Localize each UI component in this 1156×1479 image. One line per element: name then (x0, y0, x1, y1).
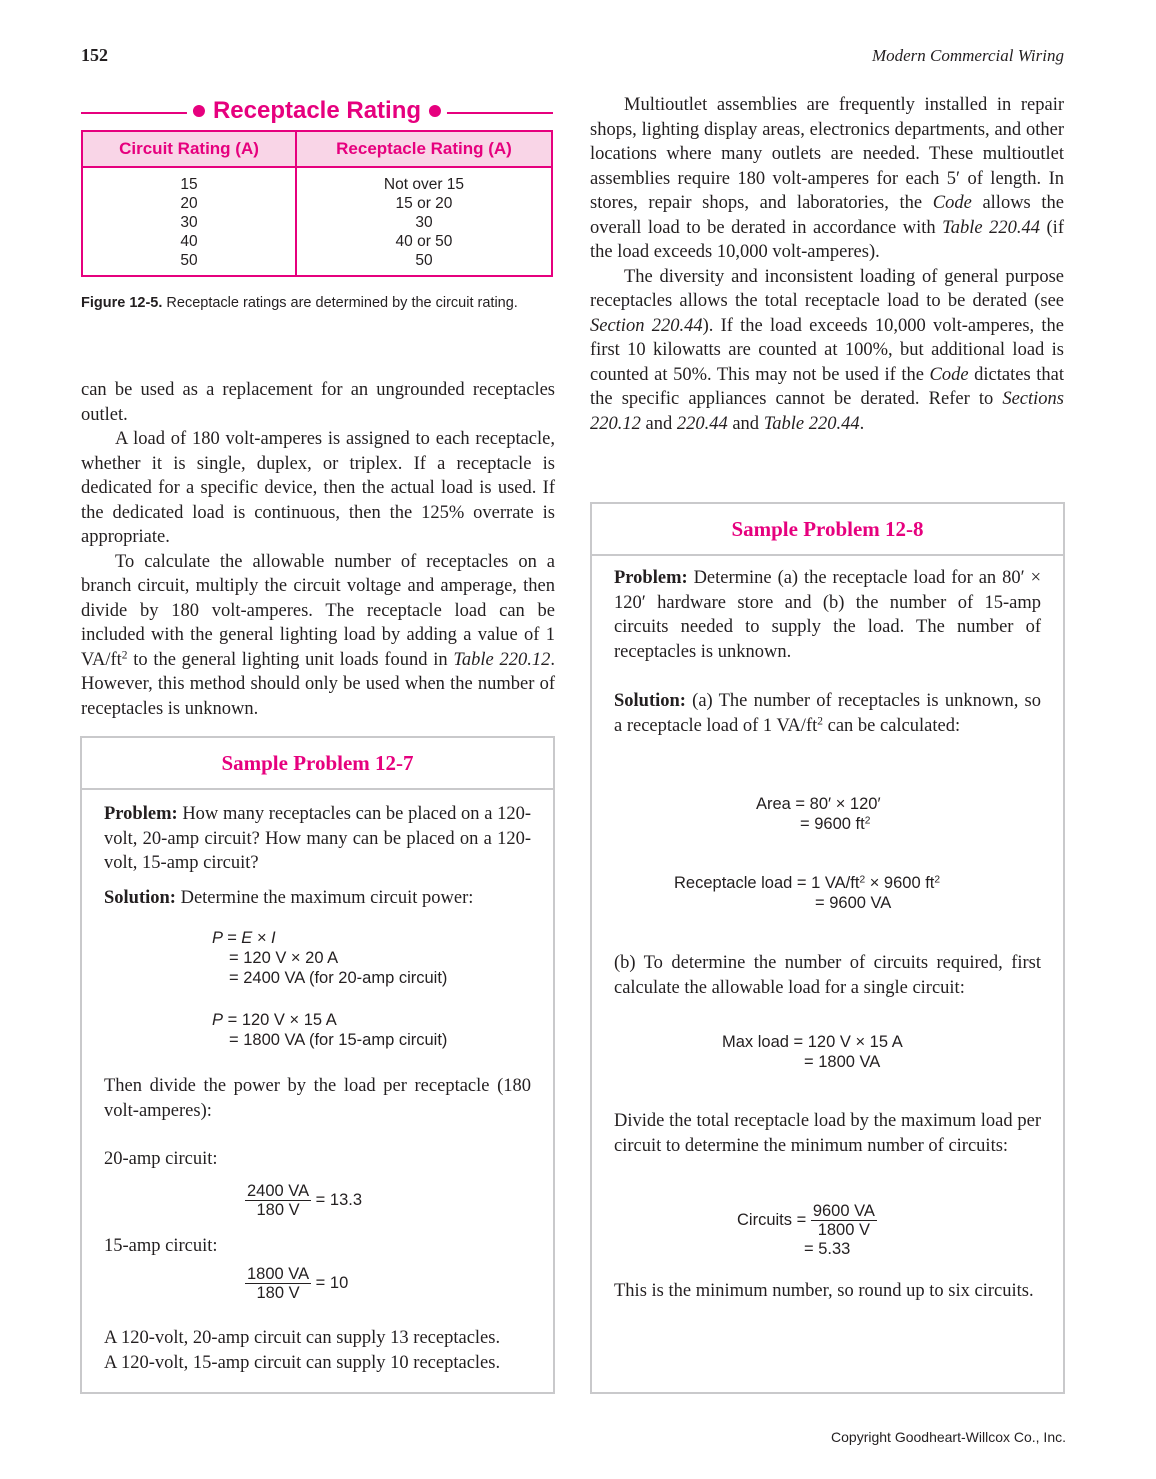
bullet-dot-icon (429, 105, 441, 117)
text-run: . (859, 413, 865, 434)
sample-problem-title: Sample Problem 12-7 (82, 738, 553, 790)
text-run: Multioutlet assemblies are frequently installed in repair shops, lighting display areas, electronics departments, and other locations where many outlets are needed. These multioutlet assemblies require 180 volt-amperes for each 5′ of length. In stores, repair shops, and laboratories, the (590, 95, 1064, 213)
equation-line: = 1800 VA (for 15-amp circuit) (229, 1031, 448, 1049)
equation-line: = 1800 VA (804, 1053, 881, 1071)
paragraph (81, 550, 555, 722)
running-title: Modern Commercial Wiring (871, 46, 1064, 65)
left-column-text (81, 378, 555, 721)
numerator: 2400 VA (247, 1182, 310, 1200)
code-reference: Code (929, 364, 969, 385)
denominator: 1800 V (817, 1221, 870, 1239)
label-20-amp: 20-amp circuit: (104, 1149, 218, 1169)
table-cell: 50 (180, 252, 198, 269)
page-number: 152 (81, 45, 108, 65)
figure-title-text: Receptacle Rating (212, 97, 422, 124)
text-run: . However, this method should only be used when the number of receptacles is unknown. (81, 649, 555, 719)
divide-instruction: Then divide the power by the load per receptacle (180 volt-amperes): (104, 1076, 531, 1121)
sample-problem-title: Sample Problem 12-8 (592, 504, 1063, 556)
solution-text: Determine the maximum circuit power: (175, 888, 474, 908)
text-run: dictates that the specific appliances cannot be derated. Refer to (590, 364, 1064, 409)
equation-receptacle-load (674, 873, 940, 913)
equation-line: = 9600 VA (815, 894, 892, 912)
code-reference: Table 220.44 (763, 413, 860, 434)
equation-text: Receptacle load = 1 VA/ft (674, 874, 860, 892)
sample-problem-12-7 (80, 736, 555, 1394)
superscript: 2 (859, 874, 866, 886)
equation-line: Max load = 120 V × 15 A (722, 1033, 903, 1051)
solution-label: Solution: (104, 888, 176, 908)
equation-max-load (722, 1032, 903, 1072)
equation-line: Area = 80′ × 120′ (756, 795, 881, 813)
numerator: 1800 VA (247, 1265, 310, 1283)
table-body (83, 168, 551, 275)
equation-circuits (737, 1202, 877, 1259)
problem-label: Problem: (104, 804, 178, 824)
column-header-receptacle: Receptacle Rating (A) (336, 139, 512, 158)
equation-text: = 120 V × 15 A (223, 1011, 337, 1029)
text-run: To calculate the allowable number of receptacles on a branch circuit, multiply the circuit voltage and amperage, then divide by 180 volt-amperes. The receptacle load can be included with the general lighting load by adding a value of 1 VA/ft (81, 551, 555, 670)
paragraph: A load of 180 volt-amperes is assigned to each receptacle, whether it is single, duplex, or triplex. If a receptacle is dedicated for a specific device, then the actual load is used. If the dedicated load is continuous, then the 125% overrate is appropriate. (81, 429, 555, 547)
conclusion-line: A 120-volt, 15-amp circuit can supply 10 receptacles. (104, 1352, 501, 1373)
sample-problem-12-8 (590, 502, 1065, 1394)
figure-caption (81, 293, 553, 313)
fraction-15-amp (245, 1265, 348, 1302)
table-cell: 50 (415, 252, 433, 269)
fraction (811, 1202, 877, 1239)
receptacle-rating-column (297, 168, 551, 275)
table-cell: 30 (415, 214, 433, 231)
text-run: ). If the load exceeds 10,000 volt-amperes, the first 10 kilowatts are counted at 100%, but additional load is counted at 50%. This may not be used if the (590, 315, 1065, 385)
equation-text: P = E × I (212, 929, 276, 947)
conclusion: This is the minimum number, so round up to six circuits. (614, 1281, 1034, 1301)
problem-label: Problem: (614, 568, 688, 588)
equation-line (212, 1010, 447, 1030)
code-reference: Sections 220.12 (590, 389, 1064, 434)
equation-line (212, 928, 447, 948)
figure-title-row (81, 98, 553, 128)
paragraph: can be used as a replacement for an ungrounded receptacles outlet. (81, 380, 555, 425)
denominator: 180 V (256, 1284, 300, 1302)
problem-text: How many receptacles can be placed on a 120-volt, 20-amp circuit? How many can be placed on a 120-volt, 15-amp circuit? (104, 804, 531, 873)
table-cell: 15 (180, 176, 198, 193)
equation-text: = 9600 ft (800, 815, 865, 833)
copyright-notice: Copyright Goodheart-Willcox Co., Inc. (831, 1429, 1066, 1445)
label-15-amp: 15-amp circuit: (104, 1236, 218, 1256)
result: = 13.3 (315, 1190, 363, 1209)
denominator: 180 V (256, 1201, 300, 1219)
text-run: allows the overall load to be derated in accordance with (590, 193, 1064, 238)
solution-text: (a) The number of receptacles is unknown, so a receptacle load of 1 VA/ft (614, 691, 1041, 736)
divide-instruction: Divide the total receptacle load by the maximum load per circuit to determine the minimum number of circuits: (614, 1111, 1041, 1156)
caption-text: Receptacle ratings are determined by the circuit rating. (162, 295, 518, 311)
equation-area (756, 794, 881, 834)
code-reference: 220.44 (676, 413, 728, 434)
paragraph (590, 265, 1064, 437)
equation-line (674, 873, 940, 893)
table-header (83, 132, 551, 168)
numerator: 9600 VA (812, 1202, 875, 1220)
problem-text: Determine (a) the receptacle load for an 80′ × 120′ hardware store and (b) the number of 15-amp circuits needed to supply the load. The number of receptacles is unknown. (614, 568, 1041, 662)
result: = 10 (315, 1273, 349, 1292)
table-cell: Not over 15 (383, 176, 465, 193)
caption-label: Figure 12-5. (81, 295, 163, 311)
equation-line: = 120 V × 20 A (229, 949, 339, 967)
table-cell: 40 (180, 233, 198, 250)
equation-line (756, 814, 881, 834)
table-cell: 15 or 20 (395, 195, 453, 212)
part-b-instruction: (b) To determine the number of circuits required, first calculate the allowable load for a single circuit: (614, 953, 1041, 998)
variable: P (212, 1011, 224, 1029)
right-column-text (590, 93, 1064, 436)
text-run: to the general lighting unit loads found in (127, 649, 454, 670)
figure-receptacle-rating (81, 98, 553, 277)
table-cell: 30 (180, 214, 198, 231)
solution-text: can be calculated: (822, 715, 961, 736)
solution-statement (614, 689, 1041, 738)
superscript: 2 (864, 815, 871, 827)
rating-table (81, 130, 553, 277)
solution-statement (104, 886, 531, 911)
fraction-20-amp (245, 1182, 362, 1219)
bullet-dot-icon (193, 105, 205, 117)
problem-statement (614, 566, 1041, 664)
code-reference: Table 220.12 (453, 649, 551, 670)
superscript: 2 (121, 649, 128, 662)
fraction (245, 1182, 311, 1219)
equation-line (737, 1202, 877, 1239)
equation-line: = 2400 VA (for 20-amp circuit) (229, 969, 448, 987)
text-run: and (640, 413, 677, 434)
paragraph (590, 93, 1064, 265)
code-reference: Code (932, 193, 972, 213)
table-cell: 20 (180, 195, 198, 212)
text-run: (if the load exceeds 10,000 volt-amperes). (590, 217, 1064, 262)
solution-label: Solution: (614, 691, 686, 711)
code-reference: Table 220.44 (942, 217, 1040, 238)
superscript: 2 (934, 874, 941, 886)
text-run: and (727, 413, 764, 434)
problem-statement (104, 802, 531, 876)
table-cell: 40 or 50 (395, 233, 453, 250)
text-run: The diversity and inconsistent loading of general purpose receptacles allows the total receptacle load to be derated (see (590, 266, 1064, 311)
code-reference: Section 220.44 (590, 315, 703, 336)
column-header-circuit: Circuit Rating (A) (83, 132, 297, 166)
circuit-rating-column (83, 168, 297, 275)
figure-title (187, 97, 447, 125)
superscript: 2 (817, 715, 823, 728)
equation-power-20a (212, 928, 447, 988)
equation-line: = 5.33 (804, 1240, 851, 1258)
equation-text: × 9600 ft (865, 874, 935, 892)
conclusion (104, 1326, 531, 1375)
equation-power-15a (212, 1010, 447, 1050)
conclusion-line: A 120-volt, 20-amp circuit can supply 13 receptacles. (104, 1328, 501, 1348)
equation-text: Circuits = (737, 1210, 811, 1229)
fraction (245, 1265, 311, 1302)
